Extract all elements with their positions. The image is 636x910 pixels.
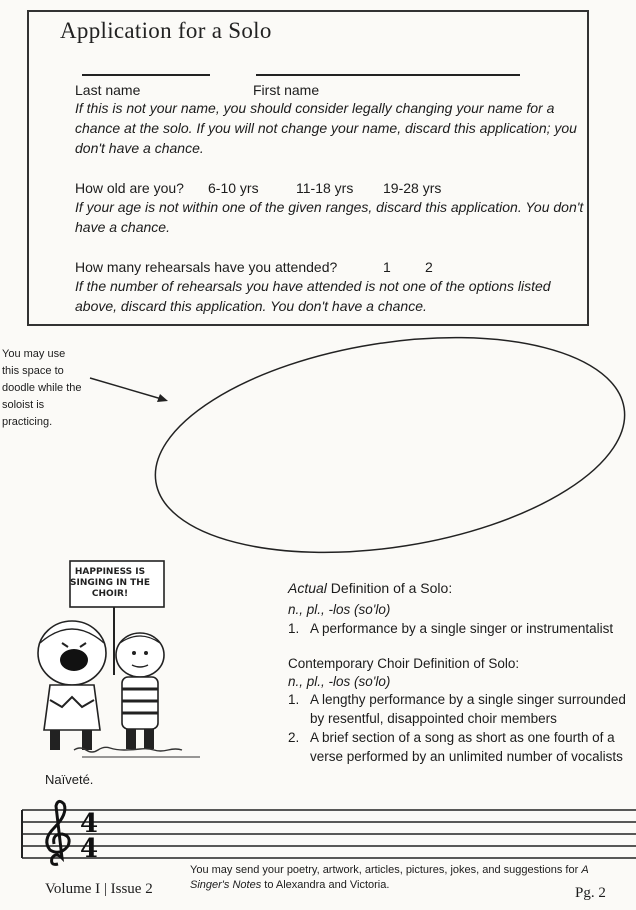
age-option-3[interactable]: 19-28 yrs	[383, 180, 442, 196]
first-name-label: First name	[253, 82, 320, 98]
choir-definition-pos: n., pl., -los (so'lo)	[288, 674, 391, 689]
age-note: If your age is not within one of the given ranges, discard this application. You don't have a chance.	[75, 199, 584, 235]
doodle-area[interactable]	[0, 330, 636, 560]
treble-clef-icon	[47, 801, 69, 864]
listening-kid-icon	[116, 633, 164, 749]
age-option-2[interactable]: 11-18 yrs	[296, 180, 354, 196]
choir-definition-number-1: 1.	[288, 692, 300, 707]
rehearsal-note: If the number of rehearsals you have attended is not one of the options listed above, discard this application. You don't have a chance.	[75, 278, 551, 314]
submission-note: You may send your poetry, artwork, articles, pictures, jokes, and suggestions for A Singer's Notes to Alexandra and Victoria.	[190, 864, 589, 891]
signature-icon	[74, 747, 200, 757]
choir-definition-item-1: A lengthy performance by a single singer surrounded by resentful, disappointed choir members	[310, 692, 626, 726]
rehearsal-option-1[interactable]: 1	[383, 259, 391, 275]
choir-definition-number-2: 2.	[288, 730, 300, 745]
sign-text: HAPPINESS IS SINGING IN THE CHOIR!	[70, 567, 150, 599]
actual-definition-item-1: A performance by a single singer or instrumentalist	[310, 621, 614, 636]
rehearsal-question: How many rehearsals have you attended?	[75, 259, 338, 275]
age-question: How old are you?	[75, 180, 184, 196]
actual-definition-pos: n., pl., -los (so'lo)	[288, 602, 391, 617]
actual-definition-heading: Actual Definition of a Solo:	[288, 580, 453, 596]
rehearsal-option-2[interactable]: 2	[425, 259, 433, 275]
time-signature-top: 4	[80, 809, 99, 839]
page-title: Application for a Solo	[60, 18, 272, 43]
music-staff	[18, 798, 636, 868]
volume-issue: Volume I | Issue 2	[45, 881, 153, 897]
last-name-label: Last name	[75, 82, 141, 98]
arrow-icon	[90, 378, 168, 402]
choir-definition-heading: Contemporary Choir Definition of Solo:	[288, 656, 520, 671]
cartoon-caption: Naïveté.	[45, 772, 94, 787]
page-number: Pg. 2	[575, 885, 606, 901]
doodle-note: You may use this space to doodle while the soloist is practicing.	[2, 348, 82, 428]
actual-definition-number-1: 1.	[288, 621, 300, 636]
time-signature-bottom: 4	[80, 834, 99, 864]
first-name-line[interactable]	[256, 74, 520, 76]
name-note: If this is not your name, you should consider legally changing your name for a chance at the solo. If you will not change your name, discard this application; you don't have a chance.	[75, 100, 577, 156]
doodle-ellipse	[140, 330, 636, 560]
age-option-1[interactable]: 6-10 yrs	[208, 180, 259, 196]
last-name-line[interactable]	[82, 74, 210, 76]
choir-definition-item-2: A brief section of a song as short as one fourth of a verse performed by an unlimited number of vocalists	[310, 730, 623, 764]
singing-kid-icon	[38, 621, 106, 750]
